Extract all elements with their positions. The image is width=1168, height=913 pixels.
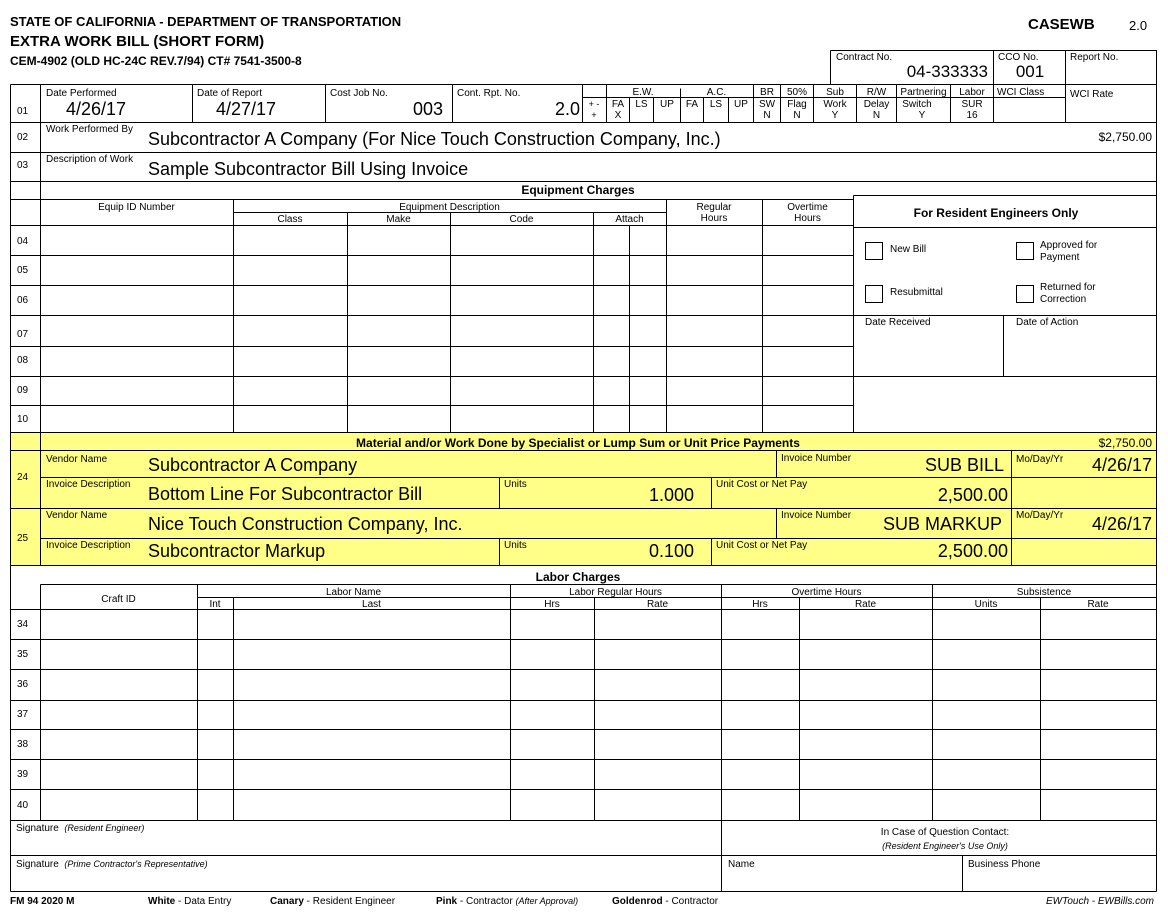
vendor-name-label: Vendor Name [46,510,108,521]
equip-desc-header: Equipment Description [399,202,500,213]
invoice-date-value[interactable]: 4/26/17 [1091,514,1152,534]
date-report-value[interactable]: 4/27/17 [216,99,277,119]
rw-delay-sub-label: Delay [863,99,890,110]
date-received-label: Date Received [865,317,931,328]
contract-number[interactable]: 04-333333 [906,62,988,81]
labor-regular-hrs-header: Hrs [544,599,560,610]
resubmittal-label: Resubmittal [890,287,943,298]
labor-int-header: Int [209,599,221,610]
labor-sur-value[interactable]: 16 [966,110,978,121]
rw-delay-label: R/W [866,87,887,98]
labor-overtime-hrs-header: Hrs [752,599,768,610]
units-label: Units [504,479,527,490]
new-bill-checkbox[interactable] [865,242,883,260]
signature-label: Signature [16,823,59,834]
form-number: FM 94 2020 M [10,896,75,907]
cont-rpt-value[interactable]: 2.0 [554,99,580,119]
returned-checkbox[interactable] [1016,285,1034,303]
equip-regular-header: Regular [696,202,732,213]
date-performed-label: Date Performed [46,88,117,99]
br-sub-label: SW [758,99,776,110]
ac-label: A.C. [706,87,727,98]
business-phone-label: Business Phone [968,859,1041,870]
labor-subsistence-rate-header: Rate [1087,599,1109,610]
equipment-title: Equipment Charges [521,183,635,197]
report-label: Report No. [1070,52,1119,63]
resubmittal-checkbox[interactable] [865,285,883,303]
sub-work-label: Sub [826,87,844,98]
re-use-only-note: (Resident Engineer's Use Only) [882,841,1008,851]
returned-label-bottom: Correction [1040,294,1087,305]
flag-sub-label: Flag [787,99,807,110]
labor-regular-header: Labor Regular Hours [569,587,662,598]
row-number: 10 [17,414,29,425]
equip-class-header: Class [277,214,303,225]
wci-rate-label: WCI Rate [1070,89,1114,100]
material-title: Material and/or Work Done by Specialist or Lump Sum or Unit Price Payments [356,436,800,450]
cco-number[interactable]: 001 [1015,62,1045,81]
row-number-02: 02 [17,132,29,143]
resident-title: For Resident Engineers Only [913,206,1079,220]
equip-make-header: Make [386,214,411,225]
labor-last-header: Last [362,599,381,610]
unit-cost-value[interactable]: 2,500.00 [937,541,1008,561]
units-value[interactable]: 1.000 [648,485,694,505]
labor-name-header: Labor Name [325,587,382,598]
row-number: 08 [17,355,29,366]
work-performed-amount: $2,750.00 [1098,130,1152,144]
row-number: 04 [17,236,29,247]
copy-canary: Canary - Resident Engineer [270,896,396,907]
units-value[interactable]: 0.100 [648,541,694,561]
returned-label-top: Returned for [1040,282,1096,293]
ew-ls-label: LS [635,99,648,110]
ac-fa-label: FA [685,99,699,110]
sub-work-sub-label: Work [823,99,847,110]
app-name: CASEWB [1028,16,1095,33]
row-number: 36 [17,679,29,690]
work-performed-label: Work Performed By [46,124,134,135]
contract-label: Contract No. [836,52,893,63]
ew-fa-label: FA [611,99,625,110]
row-number: 39 [17,769,29,780]
equip-overtime-header: Overtime [787,202,828,213]
sub-work-value[interactable]: Y [831,110,839,121]
row-number-25: 25 [17,533,29,544]
vendor-name-value[interactable]: Subcontractor A Company [148,455,358,475]
invoice-number-label: Invoice Number [781,510,852,521]
brand-link[interactable]: EWTouch - EWBills.com [1046,896,1154,907]
date-report-label: Date of Report [197,88,263,99]
invoice-date-value[interactable]: 4/26/17 [1091,455,1152,475]
cco-label: CCO No. [998,52,1039,63]
equip-regular-hours-header: Hours [700,213,728,224]
prime-contractor-note: (Prime Contractor's Representative) [64,859,208,869]
date-action-label: Date of Action [1016,317,1079,328]
cont-rpt-label: Cont. Rpt. No. [457,88,521,99]
units-label: Units [504,540,527,551]
signature-re-label[interactable] [16,823,144,834]
labor-regular-rate-header: Rate [646,599,669,610]
equip-attach-header: Attach [615,214,644,225]
labor-title: Labor Charges [535,570,621,584]
ew-up-label: UP [660,99,674,110]
labor-sur-sub-label: SUR [961,99,983,110]
ac-ls-label: LS [709,99,723,110]
equip-code-header: Code [509,214,534,225]
signature-prime-label[interactable] [16,859,208,870]
labor-overtime-rate-header: Rate [854,599,877,610]
invoice-number-label: Invoice Number [781,453,852,464]
row-number: 34 [17,619,29,630]
invoice-desc-label: Invoice Description [46,479,131,490]
approved-label-bottom: Payment [1040,252,1080,263]
row-number-01: 01 [17,106,29,117]
invoice-number-value[interactable]: SUB BILL [924,455,1004,475]
row-number: 38 [17,739,29,750]
labor-sur-label: Labor [959,87,985,98]
invoice-desc-value[interactable]: Bottom Line For Subcontractor Bill [148,484,423,504]
labor-overtime-header: Overtime Hours [791,587,862,598]
form-title: EXTRA WORK BILL (SHORT FORM) [10,33,265,50]
flag-label: 50% [786,87,807,98]
unit-cost-label: Unit Cost or Net Pay [716,479,808,490]
vendor-name-label: Vendor Name [46,454,108,465]
approved-label-top: Approved for [1040,240,1098,251]
approved-checkbox[interactable] [1016,242,1034,260]
date-label: Mo/Day/Yr [1016,454,1064,465]
app-version: 2.0 [1129,18,1148,33]
invoice-desc-value[interactable]: Subcontractor Markup [148,541,326,561]
rw-delay-value[interactable]: N [872,110,881,121]
plus-minus-top: + - [588,99,600,109]
form-code: CEM-4902 (OLD HC-24C REV.7/94) CT# 7541-3500-8 [10,54,302,68]
ew-fa-value[interactable]: X [614,110,622,121]
description-label: Description of Work [46,154,134,165]
work-performed-value[interactable]: Subcontractor A Company (For Nice Touch Construction Company, Inc.) [148,129,721,149]
resident-engineer-note: (Resident Engineer) [64,823,145,833]
row-number: 07 [17,329,29,340]
material-total: $2,750.00 [1098,436,1152,450]
date-label: Mo/Day/Yr [1016,510,1064,521]
unit-cost-label: Unit Cost or Net Pay [716,540,808,551]
flag-value[interactable]: N [793,110,801,121]
question-contact-label: In Case of Question Contact: [880,827,1010,838]
partnering-value[interactable]: Y [918,110,926,121]
invoice-number-value[interactable]: SUB MARKUP [882,514,1002,534]
row-number-03: 03 [17,160,29,171]
ew-label: E.W. [632,87,654,98]
br-value[interactable]: N [763,110,771,121]
plus-minus-bottom: + [591,110,597,120]
copy-white: White - Data Entry [148,896,232,907]
row-number: 37 [17,709,29,720]
date-performed-value[interactable]: 4/26/17 [66,99,127,119]
equip-overtime-hours-header: Hours [794,213,821,224]
partnering-sub-label: Switch [902,99,932,110]
equip-id-header: Equip ID Number [98,202,175,213]
ac-up-label: UP [734,99,748,110]
labor-subsistence-header: Subsistence [1016,587,1072,598]
row-number: 06 [17,295,29,306]
row-number: 05 [17,265,29,276]
row-number: 09 [17,385,29,396]
agency-title: STATE OF CALIFORNIA - DEPARTMENT OF TRANSPORTATION [10,14,402,29]
new-bill-label: New Bill [890,244,927,255]
craft-id-header: Craft ID [101,594,136,605]
description-value[interactable]: Sample Subcontractor Bill Using Invoice [148,159,469,179]
row-number: 40 [17,800,29,811]
unit-cost-value[interactable]: 2,500.00 [937,485,1008,505]
row-number: 35 [17,649,29,660]
partnering-label: Partnering [900,87,947,98]
row-number-24: 24 [17,472,29,483]
signature-label: Signature [16,859,59,870]
copy-pink: Pink - Contractor (After Approval) [436,896,579,907]
contact-name-label: Name [728,859,755,870]
vendor-name-value[interactable]: Nice Touch Construction Company, Inc. [148,514,463,534]
copy-goldenrod: Goldenrod - Contractor [612,896,719,907]
cost-job-value[interactable]: 003 [412,99,443,119]
labor-subsistence-units-header: Units [974,599,998,610]
invoice-desc-label: Invoice Description [46,540,131,551]
cost-job-label: Cost Job No. [330,88,388,99]
br-label: BR [760,87,774,98]
wci-class-label: WCI Class [997,87,1045,98]
